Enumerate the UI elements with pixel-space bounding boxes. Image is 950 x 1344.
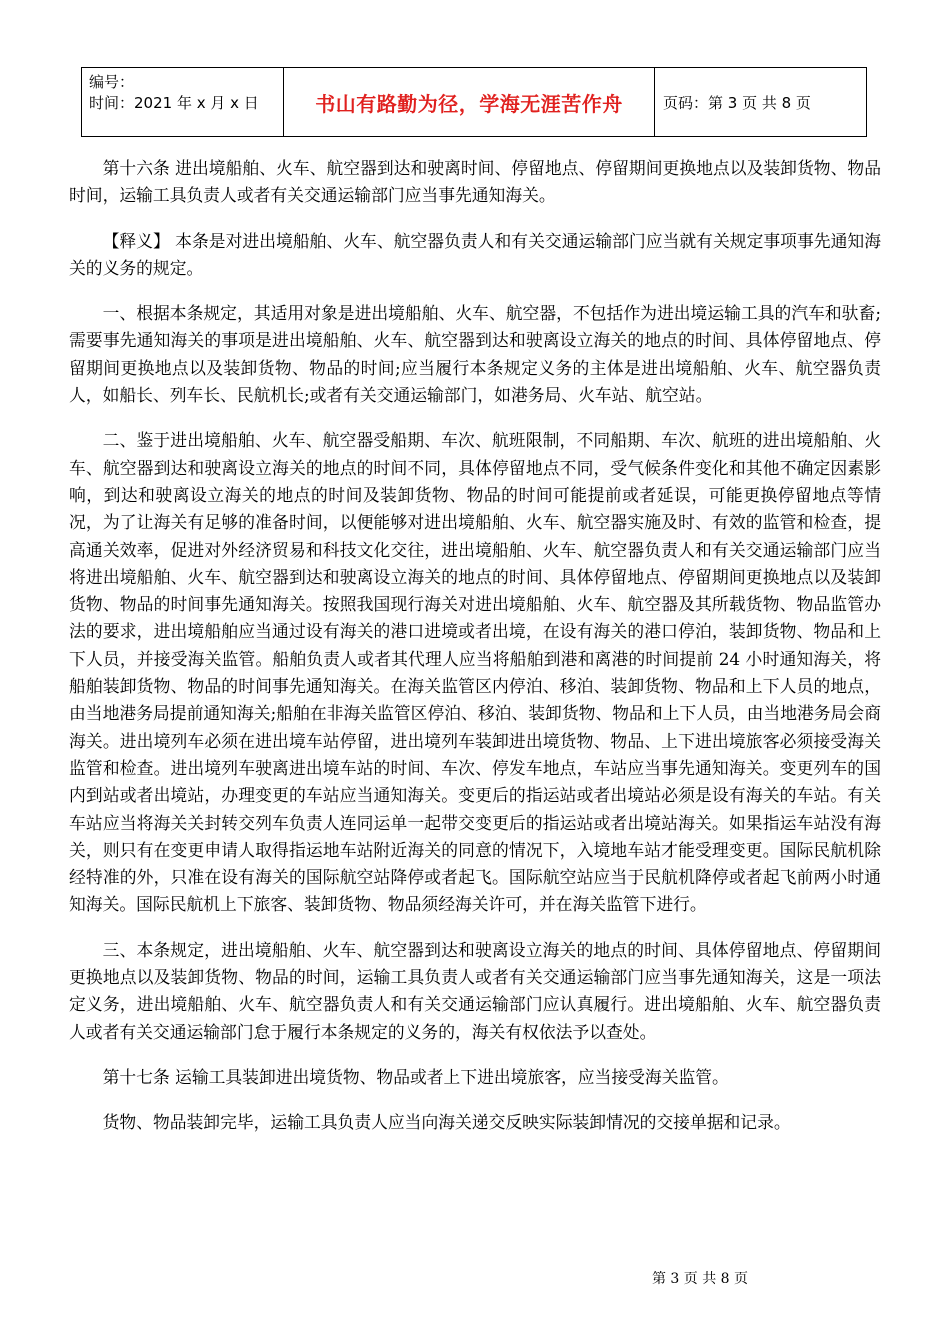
header-meta-cell (82, 68, 284, 136)
header-page-cell (655, 68, 866, 136)
footer-page-number: 第 3 页 共 8 页 (651, 1271, 749, 1287)
motto-text: 书山有路勤为径，学海无涯苦作舟 (315, 91, 623, 116)
header-table (81, 67, 867, 137)
goods-handover-paragraph: 货物、物品装卸完毕，运输工具负责人应当向海关递交反映实际装卸情况的交接单据和记录。 (102, 1112, 791, 1133)
point-one-paragraph: 一、根据本条规定，其适用对象是进出境船舶、火车、航空器，不包括作为进出境运输工具的汽车和驮畜;需要事先通知海关的事项是进出境船舶、火车、航空器到达和驶离设立海关的地点的时间、具体停留地点、停留期间更换地点以及装卸货物、物品的时间;应当履行本条规定义务的主体是进出境船舶、火车、航空器负责人，如船长、列车长、民航机长;或者有关交通运输部门，如港务局、火车站、航空站。 (69, 303, 881, 406)
page-footer (600, 1268, 800, 1288)
article-16-paragraph: 第十六条 进出境船舶、火车、航空器到达和驶离时间、停留地点、停留期间更换地点以及装卸货物、物品时间，运输工具负责人或者有关交通运输部门应当事先通知海关。 (69, 158, 881, 206)
point-two-paragraph: 二、鉴于进出境船舶、火车、航空器受船期、车次、航班限制，不同船期、车次、航班的进出境船舶、火车、航空器到达和驶离设立海关的地点的时间不同，具体停留地点不同，受气候条件变化和其他不确定因素影响，到达和驶离设立海关的地点的时间及装卸货物、物品的时间可能提前或者延误，可能更换停留地点等情况，为了让海关有足够的准备时间，以便能够对进出境船舶、火车、航空器实施及时、有效的监管和检查，提高通关效率，促进对外经济贸易和科技文化交往，进出境船舶、火车、航空器负责人和有关交通运输部门应当将进出境船舶、火车、航空器到达和驶离设立海关的地点的时间、具体停留地点、停留期间更换地点以及装卸货物、物品的时间事先通知海关。按照我国现行海关对进出境船舶、火车、航空器及其所载货物、物品监管办法的要求，进出境船舶应当通过设有海关的港口进境或者出境，在设有海关的港口停泊，装卸货物、物品和上下人员，并接受海关监管。船舶负责人或者其代理人应当将船舶到港和离港的时间提前 24 小时通知海关，将船舶装卸货物、物品的时间事先通知海关。在海关监管区内停泊、移泊、装卸货物、物品和上下人员的地点，由当地港务局提前通知海关;船舶在非海关监管区停泊、移泊、装卸货物、物品和上下人员，由当地港务局会商海关。进出境列车必须在进出境车站停留，进出境列车装卸进出境货物、物品、上下进出境旅客必须接受海关监管和检查。进出境列车驶离进出境车站的时间、车次、停发车地点，车站应当事先通知海关。变更列车的国内到站或者出境站，办理变更的车站应当通知海关。变更后的指运站或者出境站必须是设有海关的车站。有关车站应当将海关关封转交列车负责人连同运单一起带交变更后的指运站或者出境站海关。如果指运车站没有海关，则只有在变更申请人取得指运地车站附近海关的同意的情况下，入境地车站才能受理变更。国际民航机除经特准的外，只准在设有海关的国际航空站降停或者起飞。国际航空站应当于民航机降停或者起飞前两小时通知海关。国际民航机上下旅客、装卸货物、物品须经海关许可，并在海关监管下进行。 (69, 430, 881, 915)
interpretation-paragraph: 【释义】 本条是对进出境船舶、火车、航空器负责人和有关交通运输部门应当就有关规定事项事先通知海关的义务的规定。 (69, 230, 881, 278)
time-label: 时间：2021 年 x 月 x 日 (89, 94, 259, 112)
header-motto-cell (284, 68, 655, 136)
point-three-paragraph: 三、本条规定，进出境船舶、火车、航空器到达和驶离设立海关的地点的时间、具体停留地点、停留期间更换地点以及装卸货物、物品的时间，运输工具负责人或者有关交通运输部门应当事先通知海关，这是一项法定义务，进出境船舶、火车、航空器负责人和有关交通运输部门应认真履行。进出境船舶、火车、航空器负责人或者有关交通运输部门怠于履行本条规定的义务的，海关有权依法予以查处。 (69, 939, 881, 1042)
document-body (69, 155, 881, 1155)
number-label: 编号： (89, 73, 135, 91)
article-17-paragraph: 第十七条 运输工具装卸进出境货物、物品或者上下进出境旅客，应当接受海关监管。 (102, 1066, 729, 1087)
page-info: 页码：第 3 页 共 8 页 (663, 93, 811, 112)
